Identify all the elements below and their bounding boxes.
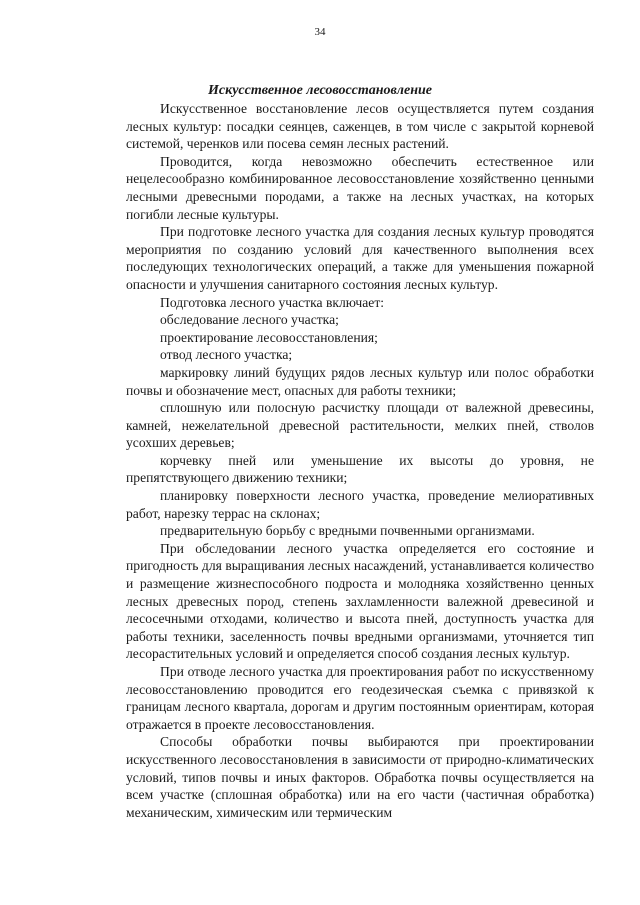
document-body [126,100,594,821]
list-item: обследование лесного участка; [160,312,339,328]
list-item: маркировку линий будущих рядов лесных культур или полос обработки почвы и обозначение мест, опасных для работы техники; [126,364,594,398]
list-item: планировку поверхности лесного участка, проведение мелиоративных работ, нарезку террас на склонах; [126,488,594,521]
page-number: 34 [314,26,326,38]
paragraph: Искусственное восстановление лесов осуществляется путем создания лесных культур: посадки сеянцев, саженцев, в том числе с закрытой корневой системой, черенков или посева семян лесных растений. [126,101,594,152]
list-item: предварительную борьбу с вредными почвенными организмами. [160,523,535,539]
list-item: проектирование лесовосстановления; [160,329,378,345]
list-item: отвод лесного участка; [160,347,293,363]
paragraph: Способы обработки почвы выбираются при проектировании искусственного лесовосстановления в зависимости от природно-климатических условий, типов почвы и иных факторов. Обработка почвы осуществляется на всем участке (сплошная обработка) или на его части (частичная обработка) механическим, химическим или термическим [126,734,594,820]
paragraph: При подготовке лесного участка для создания лесных культур проводятся мероприятия по созданию условий для качественного выполнения всех последующих технологических операций, а также для уменьшения пожарной опасности и улучшения санитарного состояния лесных культур. [126,224,594,292]
paragraph: Проводится, когда невозможно обеспечить естественное или нецелесообразно комбинированное лесовосстановление хозяйственно ценными лесными древесными породами, а также на лесных участках, на которых погибли лесные культуры. [126,153,594,222]
section-title: Искусственное лесовосстановление [208,83,432,98]
paragraph: При обследовании лесного участка определяется его состояние и пригодность для выращивания лесных насаждений, устанавливается количество и размещение жизнеспособного подроста и молодняка хозяйственно ценных лесных древесных пород, степень захламленности валежной древесиной и лесосечными отходами, количество и высота пней, доступность участка для работы техники, заселенность почвы вредными организмами, уточняется тип лесорастительных условий и определяется способ создания лесных культур. [126,540,594,662]
list-item: сплошную или полосную расчистку площади от валежной древесины, камней, нежелательной древесной растительности, мелких пней, стволов усохших деревьев; [126,400,594,451]
paragraph: При отводе лесного участка для проектирования работ по искусственному лесовосстановлению проводится его геодезическая съемка с привязкой к границам лесного квартала, дорогам и другим постоянным ориентирам, которая отражается в проекте лесовосстановления. [126,664,594,732]
list-item: корчевку пней или уменьшение их высоты до уровня, не препятствующего движению техники; [126,452,594,486]
paragraph: Подготовка лесного участка включает: [160,294,385,310]
